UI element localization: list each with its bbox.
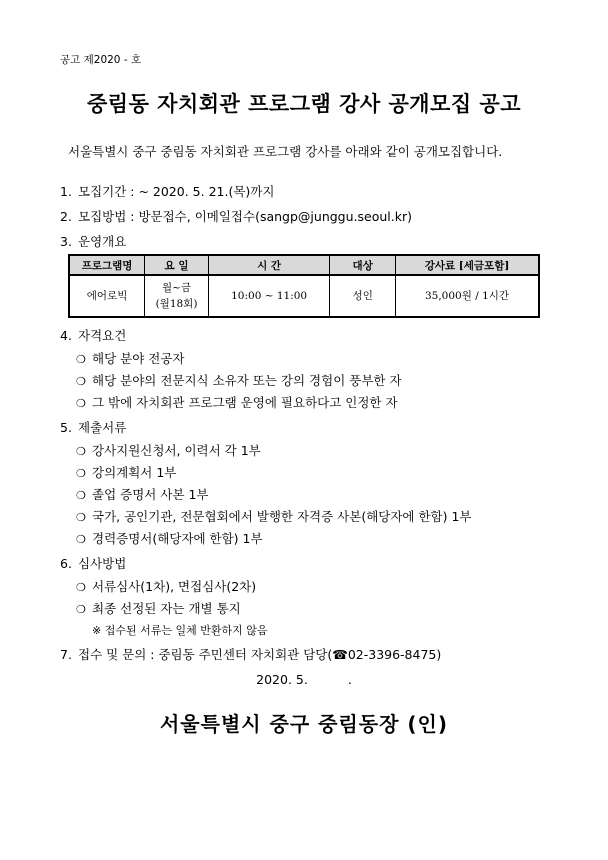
cell-days — [145, 275, 209, 317]
notice-date-day: . — [347, 672, 352, 687]
document-item: ❍ 강의계획서 1부 — [76, 465, 177, 480]
circle-bullet-icon: ❍ — [76, 467, 86, 480]
section-documents: 5. 제출서류 — [60, 420, 127, 435]
notice-date-year-month: 2020. 5. — [256, 672, 308, 687]
screening-item: ❍ 서류심사(1차), 면접심사(2차) — [76, 579, 257, 594]
cell-time: 10:00 ~ 11:00 — [208, 275, 330, 317]
document-item: ❍ 졸업 증명서 사본 1부 — [76, 487, 209, 502]
document-item: ❍ 경력증명서(해당자에 한함) 1부 — [76, 531, 263, 546]
section-contact: 7. 접수 및 문의 : 중림동 주민센터 자치회관 담당(☎02-3396-8475) — [60, 647, 442, 662]
header-fee: 강사료 [세금포함] — [396, 255, 539, 275]
header-days: 요 일 — [145, 255, 209, 275]
circle-bullet-icon: ❍ — [76, 445, 86, 458]
document-item: ❍ 국가, 공인기관, 전문협회에서 발행한 자격증 사본(해당자에 한함) 1부 — [76, 509, 472, 524]
header-target: 대상 — [330, 255, 396, 275]
qualification-item: ❍ 해당 분야의 전문지식 소유자 또는 강의 경험이 풍부한 자 — [76, 373, 402, 388]
notice-date — [0, 672, 608, 687]
circle-bullet-icon: ❍ — [76, 375, 86, 388]
circle-bullet-icon: ❍ — [76, 353, 86, 366]
section-screening: 6. 심사방법 — [60, 556, 127, 571]
document-item: ❍ 강사지원신청서, 이력서 각 1부 — [76, 443, 261, 458]
qualification-item: ❍ 해당 분야 전공자 — [76, 351, 185, 366]
screening-note: ※ 접수된 서류는 일체 반환하지 않음 — [92, 624, 268, 637]
cell-days-line2: (월18회) — [155, 298, 198, 310]
qualification-item: ❍ 그 밖에 자치회관 프로그램 운영에 필요하다고 인정한 자 — [76, 395, 398, 410]
program-table — [68, 254, 540, 318]
screening-item: ❍ 최종 선정된 자는 개별 통지 — [76, 601, 241, 616]
section-qualifications: 4. 자격요건 — [60, 328, 127, 343]
circle-bullet-icon: ❍ — [76, 511, 86, 524]
page-title: 중림동 자치회관 프로그램 강사 공개모집 공고 — [87, 92, 521, 116]
section-overview: 3. 운영개요 — [60, 234, 127, 249]
table-header-row — [69, 255, 539, 275]
section-recruit-period: 1. 모집기간 : ~ 2020. 5. 21.(목)까지 — [60, 184, 275, 199]
issuer-signature: 서울특별시 중구 중림동장 (인) — [159, 712, 448, 736]
section-recruit-method: 2. 모집방법 : 방문접수, 이메일접수(sangp@junggu.seoul.kr) — [60, 209, 412, 224]
cell-program: 에어로빅 — [69, 275, 145, 317]
notice-number: 공고 제2020 - 호 — [60, 54, 142, 66]
header-time: 시 간 — [208, 255, 330, 275]
circle-bullet-icon: ❍ — [76, 397, 86, 410]
cell-target: 성인 — [330, 275, 396, 317]
intro-text: 서울특별시 중구 중림동 자치회관 프로그램 강사를 아래와 같이 공개모집합니다. — [68, 144, 503, 159]
circle-bullet-icon: ❍ — [76, 581, 86, 594]
cell-days-line1: 월~금 — [161, 282, 192, 294]
circle-bullet-icon: ❍ — [76, 533, 86, 546]
cell-fee: 35,000원 / 1시간 — [396, 275, 539, 317]
table-row — [69, 275, 539, 317]
circle-bullet-icon: ❍ — [76, 489, 86, 502]
circle-bullet-icon: ❍ — [76, 603, 86, 616]
header-program: 프로그램명 — [69, 255, 145, 275]
